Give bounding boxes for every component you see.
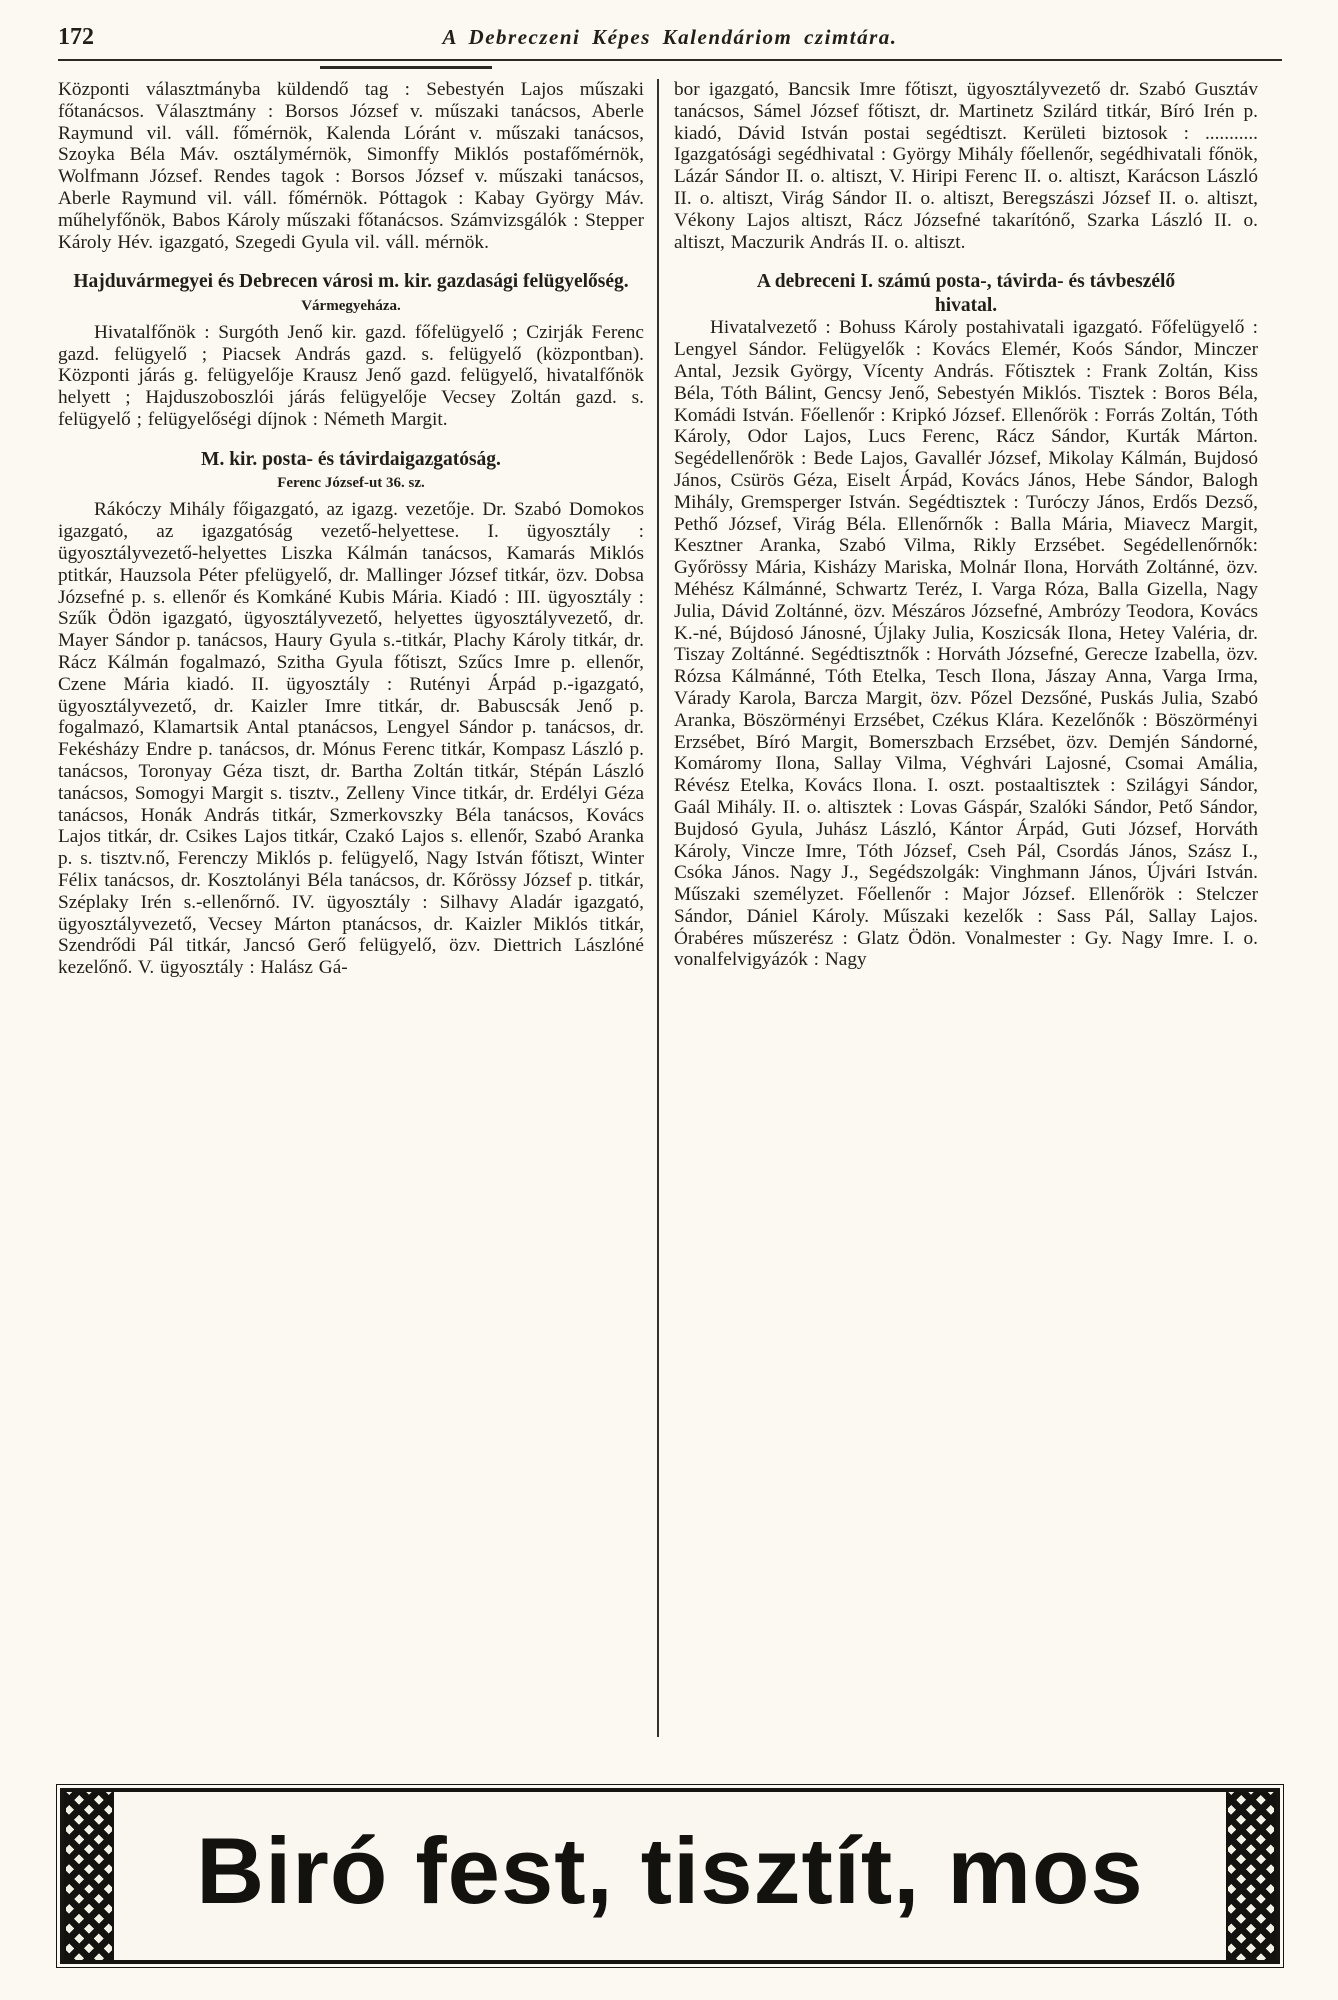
paragraph-committee: Központi választmányba küldendő tag : Sebestyén Lajos műszaki főtanácsos. Választmány : Borsos József v. műszaki tanácsos, Aberle Raymund vil. váll. főmérnök, Kalenda Lóránt v. műszaki tanácsos, Szoyka Béla Máv. osztálymérnök, Simonffy Miklós postafőmérnök, Wolfmann József. Rendes tagok : Borsos József v. műszaki tanácsos, Aberle Raymund vil. váll. főmérnök. Póttagok : Kabay György Máv. műhelyfőnök, Babos Károly műszaki főtanácsos. Számvizsgálók : Stepper Károly Hév. igazgató, Szegedi Gyula vil. váll. mérnök.	[58, 79, 644, 253]
page-header	[58, 24, 1282, 51]
advertisement-banner	[60, 1788, 1280, 1964]
section-heading-post-office-no1: A debreceni I. számú posta-, távirda- és távbeszélő hivatal.	[756, 271, 1176, 316]
right-column	[659, 79, 1258, 1737]
header-rule-accent	[320, 66, 492, 69]
paragraph-post-directorate: Rákóczy Mihály főigazgató, az igazg. vezetője. Dr. Szabó Domokos igazgató, az igazgatóság vezető-helyettese. I. ügyosztály : ügyosztályvezető-helyettes Liszka Kálmán tanácsos, Kamarás Miklós ptitkár, Hauzsola Péter pfelügyelő, dr. Mallinger József titkár, özv. Dobsa Józsefné p. s. ellenőr és Komkáné Kubis Mária. Kiadó : III. ügyosztály : Szűk Ödön igazgató, ügyosztályvezető, helyettes ügyosztályvezető, dr. Mayer Sándor p. tanácsos, Haury Gyula s.-titkár, Plachy Károly titkár, dr. Rácz Kálmán fogalmazó, Szitha Gyula főtiszt, Szűcs Imre p. ellenőr, Czene Mária kiadó. II. ügyosztály : Rutényi Árpád p.-igazgató, ügyosztályvezető, dr. Kaizler Imre titkár, dr. Babuscsák Jenő p. fogalmazó, Klamartsik Antal ptanácsos, Lengyel Sándor p. tanácsos, dr. Fekésházy Endre p. tanácsos, dr. Mónus Ferenc titkár, Kompasz László p. tanácsos, Toronyay Géza tiszt, dr. Bartha Zoltán titkár, Stépán László tanácsos, Somogyi Margit s. tisztv., Zelleny Vince titkár, dr. Erdélyi Géza tanácsos, Honák András titkár, Szmerkovszky Béla tanácsos, Kovács Lajos titkár, dr. Csikes Lajos titkár, Czakó Lajos s. ellenőr, Szabó Aranka p. s. tisztv.nő, Ferenczy Miklós p. felügyelő, Nagy István főtiszt, Winter Félix tanácsos, dr. Kosztolányi Béla tanácsos, dr. Kőrössy József p. titkár, Széplaky Irén s.-ellenőrnő. IV. ügyosztály : Silhavy Aladár igazgató, ügyosztályvezető, Vecsey Márton ptanácsos, dr. Kaizler Miklós titkár, Szendrődi Pál titkár, Jancsó Gerő felügyelő, özv. Diettrich Lászlóné kezelőnő. V. ügyosztály : Halász Gá-	[58, 499, 644, 979]
section-subheading-address: Ferenc József-ut 36. sz.	[277, 475, 425, 492]
advertisement-text: Biró fest, tisztít, mos	[196, 1818, 1144, 1923]
paragraph-continuation: bor igazgató, Bancsik Imre főtiszt, ügyosztályvezető dr. Szabó Gusztáv tanácsos, Sámel József főtiszt, dr. Martinetz Szilárd titkár, Bíró Irén p. kiadó, Dávid István postai segédtiszt. Kerületi biztosok : ........... Igazgatósági segédhivatal : György Mihály főellenőr, segédhivatali főnök, Lázár Sándor II. o. altiszt, V. Hiripi Ferenc II. o. altiszt, Karácson László II. o. altiszt, Virág Sándor II. o. altiszt, Beregszászi József II. o. altiszt, Vékony Lajos altiszt, Rácz Józsefné takarítónő, Szarka László II. o. altiszt, Maczurik András II. o. altiszt.	[674, 79, 1258, 253]
ornament-right-icon	[1226, 1792, 1276, 1960]
left-column	[58, 79, 657, 1737]
page-number: 172	[58, 24, 94, 50]
two-column-text	[58, 79, 1282, 1737]
page-header-title: A Debreczeni Képes Kalendáriom czimtára.	[442, 25, 898, 49]
section-heading-post-directorate: M. kir. posta- és távirdaigazgatóság.	[201, 448, 501, 470]
paragraph-post-office-no1: Hivatalvezető : Bohuss Károly postahivatali igazgató. Főfelügyelő : Lengyel Sándor. Felügyelők : Kovács Elemér, Koós Sándor, Minczer Antal, Jezsik György, Vícenty András. Főtisztek : Frank Zoltán, Kiss Béla, Tóth Bálint, Gencsy Jenő, Sebestyén Miklós. Tisztek : Boros Béla, Komádi István. Főellenőr : Kripkó József. Ellenőrök : Forrás Zoltán, Tóth Károly, Odor Lajos, Lucs Ferenc, Rácz Sándor, Kurták Márton. Segédellenőrök : Bede Lajos, Gavallér József, Mikolay Kálmán, Bujdosó János, Csürös Géza, Eiselt Árpád, Kovács János, Hebe Sándor, Balogh Mihály, Gremsperger István. Segédtisztek : Turóczy János, Erdős Dezső, Pethő József, Virág Béla. Ellenőrnők : Balla Mária, Miavecz Margit, Kesztner Aranka, Szabó Vilma, Rikly Erzsébet. Segédellenőrnők: Győrössy Mária, Kisházy Mariska, Molnár Ilona, Horváth Zoltánné, özv. Méhész Kálmánné, Schwartz Teréz, I. Varga Róza, Balla Gizella, Nagy Julia, Dávid Zoltánné, özv. Mészáros Józsefné, Ambrózy Teodora, Kovács K.-né, Bújdosó Jánosné, Újlaky Julia, Koszicsák Ilona, Hetey Valéria, dr. Tiszay Zoltánné. Segédtisztnők : Horváth Józsefné, Gerecze Izabella, özv. Rózsa Kálmánné, Tóth Etelka, Tesch Ilona, Jászay Anna, Varga Irma, Várady Karola, Barcza Margit, özv. Pőzel Dezsőné, Puskás Julia, Szabó Aranka, Böszörményi Erzsébet, Czékus Klára. Kezelőnők : Böszörményi Erzsébet, Bíró Margit, Bomerszbach Erzsébet, özv. Demjén Sándorné, Komáromy Ilona, Sallay Vilma, Véghvári Lajosné, Csomai Amália, Révész Etelka, Kovács Ilona. I. oszt. postaaltisztek : Szilágyi Sándor, Gaál Mihály. II. o. altisztek : Lovas Gáspár, Szalóki Sándor, Pető Sándor, Bujdosó Gyula, Juhász László, Kántor Árpád, Guti József, Horváth Károly, Vincze Imre, Tóth József, Cseh Pál, Csordás János, Szász I., Csóka János. Nagy J., Segédszolgák: Vinghmann János, Újvári István. Műszaki személyzet. Főellenőr : Major József. Ellenőrök : Stelczer Sándor, Dániel Károly. Műszaki kezelők : Sass Pál, Sallay Lajos. Órabéres műszerész : Glatz Ödön. Vonalmester : Gy. Nagy Imre. I. o. vonalfelvigyázók : Nagy	[674, 317, 1258, 971]
ornament-left-icon	[64, 1792, 114, 1960]
paragraph-agricultural-inspectorate: Hivatalfőnök : Surgóth Jenő kir. gazd. főfelügyelő ; Czirják Ferenc gazd. felügyelő ; Piacsek András gazd. s. felügyelő (központban). Központi járás g. felügyelője Krausz Jenő gazd. felügyelő, hivatalfőnök helyett ; Hajduszoboszlói járás felügyelője Vecsey Zoltán gazd. s. felügyelő ; felügyelőségi díjnok : Németh Margit.	[58, 321, 644, 431]
section-heading-agricultural-inspectorate: Hajduvármegyei és Debrecen városi m. kir. gazdasági felügyelőség.	[73, 271, 629, 293]
header-rule	[58, 59, 1282, 61]
section-subheading-varmegyehaza: Vármegyeháza.	[301, 297, 401, 314]
